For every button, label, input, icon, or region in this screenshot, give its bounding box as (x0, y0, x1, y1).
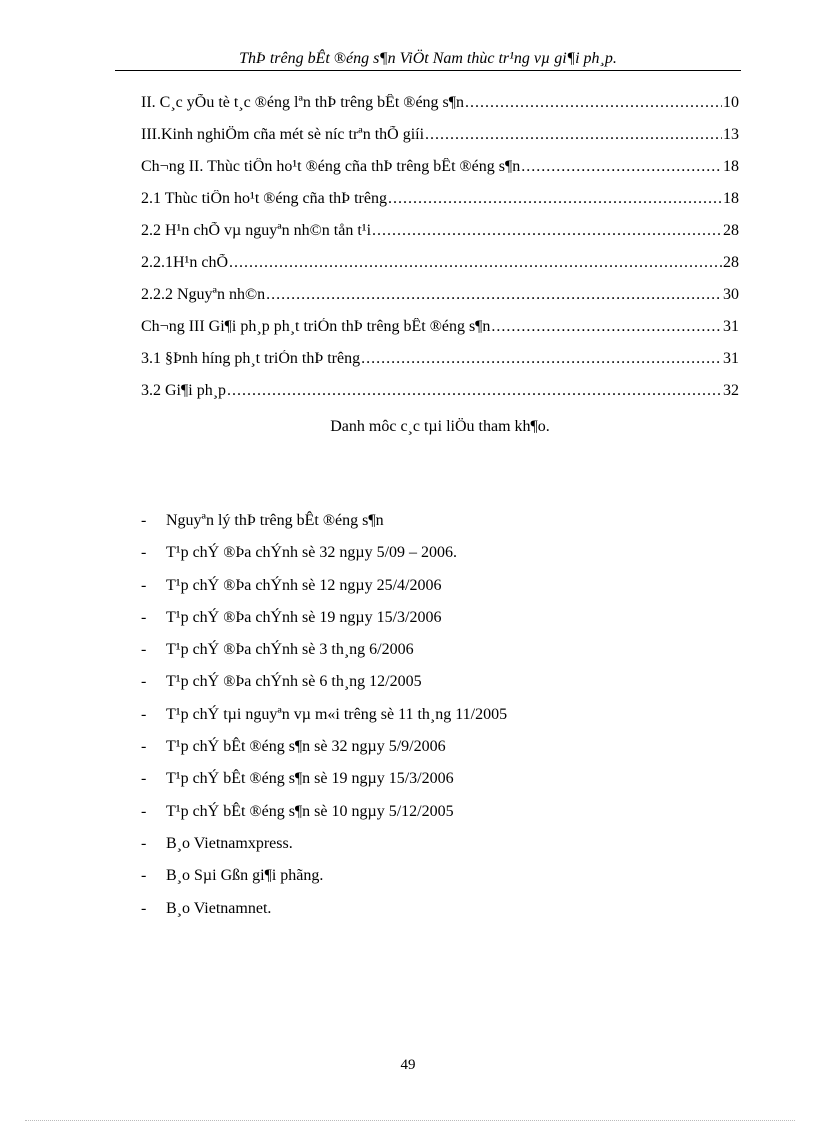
reference-item (141, 900, 739, 932)
reference-text: T¹p chÝ ®Þa chÝnh sè 32 ngµy 5/09 – 2006. (166, 544, 458, 562)
toc-entry-page: 28 (723, 222, 739, 239)
toc-leader (491, 318, 722, 336)
toc-leader (361, 350, 722, 368)
list-bullet: - (141, 802, 147, 820)
list-bullet: - (141, 641, 147, 659)
list-bullet: - (141, 899, 147, 917)
toc-entry-page: 28 (723, 254, 739, 271)
list-bullet: - (141, 705, 147, 723)
toc-entry (141, 254, 739, 286)
toc-leader (372, 222, 722, 240)
toc-entry (141, 350, 739, 382)
reference-item (141, 803, 739, 835)
toc-entry-page: 18 (723, 158, 739, 175)
reference-text: B¸o Vietnamnet. (166, 899, 272, 917)
list-bullet: - (141, 673, 147, 691)
table-of-contents (141, 94, 739, 414)
reference-item (141, 867, 739, 899)
toc-entry-text: 2.2.1H¹n chÕ (141, 254, 229, 271)
page-header-title: ThÞ trêng bÊt ®éng s¶n ViÖt Nam thùc tr¹ng vµ gi¶i ph¸p. (239, 50, 617, 67)
toc-entry (141, 286, 739, 318)
list-bullet: - (141, 608, 147, 626)
reference-text: T¹p chÝ ®Þa chÝnh sè 19 ngµy 15/3/2006 (166, 608, 442, 626)
toc-entry (141, 126, 739, 158)
toc-leader (388, 190, 722, 208)
page-number: 49 (400, 1057, 416, 1073)
toc-entry-text: 2.2.2 Nguyªn nh©n (141, 286, 266, 303)
reference-text: T¹p chÝ ®Þa chÝnh sè 6 th¸ng 12/2005 (166, 673, 422, 691)
reference-text: T¹p chÝ bÊt ®éng s¶n sè 32 ngµy 5/9/2006 (166, 738, 446, 756)
references-list (141, 512, 739, 932)
reference-text: T¹p chÝ ®Þa chÝnh sè 3 th¸ng 6/2006 (166, 641, 414, 659)
reference-item (141, 738, 739, 770)
toc-entry-text: 3.1 §Þnh híng ph¸t triÓn thÞ trêng (141, 350, 361, 367)
reference-text: Nguyªn lý thÞ trêng bÊt ®éng s¶n (166, 512, 384, 529)
toc-leader (521, 158, 722, 176)
toc-leader (229, 254, 722, 272)
list-bullet: - (141, 770, 147, 788)
toc-entry-page: 30 (723, 286, 739, 303)
toc-leader (465, 94, 722, 112)
toc-leader (425, 126, 722, 144)
reference-text: B¸o Vietnamxpress. (166, 834, 293, 852)
list-bullet: - (141, 576, 147, 594)
reference-text: B¸o Sµi Gßn gi¶i phãng. (166, 867, 324, 885)
toc-entry-page: 10 (723, 94, 739, 111)
toc-entry-page: 32 (723, 382, 739, 399)
toc-leader (227, 382, 722, 400)
reference-item (141, 544, 739, 576)
toc-entry-page: 31 (723, 350, 739, 367)
toc-entry-text: III.Kinh nghiÖm cña mét sè níc trªn thÕ giíi (141, 126, 425, 143)
reference-item (141, 770, 739, 802)
reference-text: T¹p chÝ bÊt ®éng s¶n sè 19 ngµy 15/3/2006 (166, 770, 454, 788)
toc-entry-text: 2.2 H¹n chÕ vµ nguyªn nh©n tån t¹i (141, 222, 372, 239)
toc-entry-text: Ch¬ng II. Thùc tiÔn ho¹t ®éng cña thÞ trêng bÊt ®éng s¶n (141, 158, 521, 175)
toc-entry (141, 94, 739, 126)
toc-entry-page: 13 (723, 126, 739, 143)
reference-text: T¹p chÝ tµi nguyªn vµ m«i trêng sè 11 th¸ng 11/2005 (166, 705, 508, 723)
reference-item (141, 706, 739, 738)
toc-leader (266, 286, 722, 304)
reference-item (141, 835, 739, 867)
header-rule (115, 70, 741, 71)
reference-item (141, 609, 739, 641)
toc-entry (141, 158, 739, 190)
page-bottom-border (25, 1120, 795, 1121)
toc-entry (141, 382, 739, 414)
list-bullet: - (141, 834, 147, 852)
reference-item (141, 577, 739, 609)
list-bullet: - (141, 867, 147, 885)
list-bullet: - (141, 544, 147, 562)
reference-item (141, 512, 739, 544)
reference-item (141, 673, 739, 705)
toc-entry-page: 18 (723, 190, 739, 207)
toc-entry-text: 3.2 Gi¶i ph¸p (141, 382, 227, 399)
toc-entry-page: 31 (723, 318, 739, 335)
list-bullet: - (141, 512, 147, 529)
list-bullet: - (141, 738, 147, 756)
references-heading: Danh môc c¸c tµi liÖu tham kh¶o. (330, 418, 550, 435)
toc-entry (141, 190, 739, 222)
toc-entry-text: II. C¸c yÕu tè t¸c ®éng lªn thÞ trêng bÊt ®éng s¶n (141, 94, 465, 111)
reference-item (141, 641, 739, 673)
reference-text: T¹p chÝ ®Þa chÝnh sè 12 ngµy 25/4/2006 (166, 576, 442, 594)
toc-entry-text: 2.1 Thùc tiÔn ho¹t ®éng cña thÞ trêng (141, 190, 387, 207)
toc-entry (141, 222, 739, 254)
toc-entry (141, 318, 739, 350)
toc-entry-text: Ch¬ng III Gi¶i ph¸p ph¸t triÓn thÞ trêng bÊt ®éng s¶n (141, 318, 491, 335)
reference-text: T¹p chÝ bÊt ®éng s¶n sè 10 ngµy 5/12/2005 (166, 802, 454, 820)
